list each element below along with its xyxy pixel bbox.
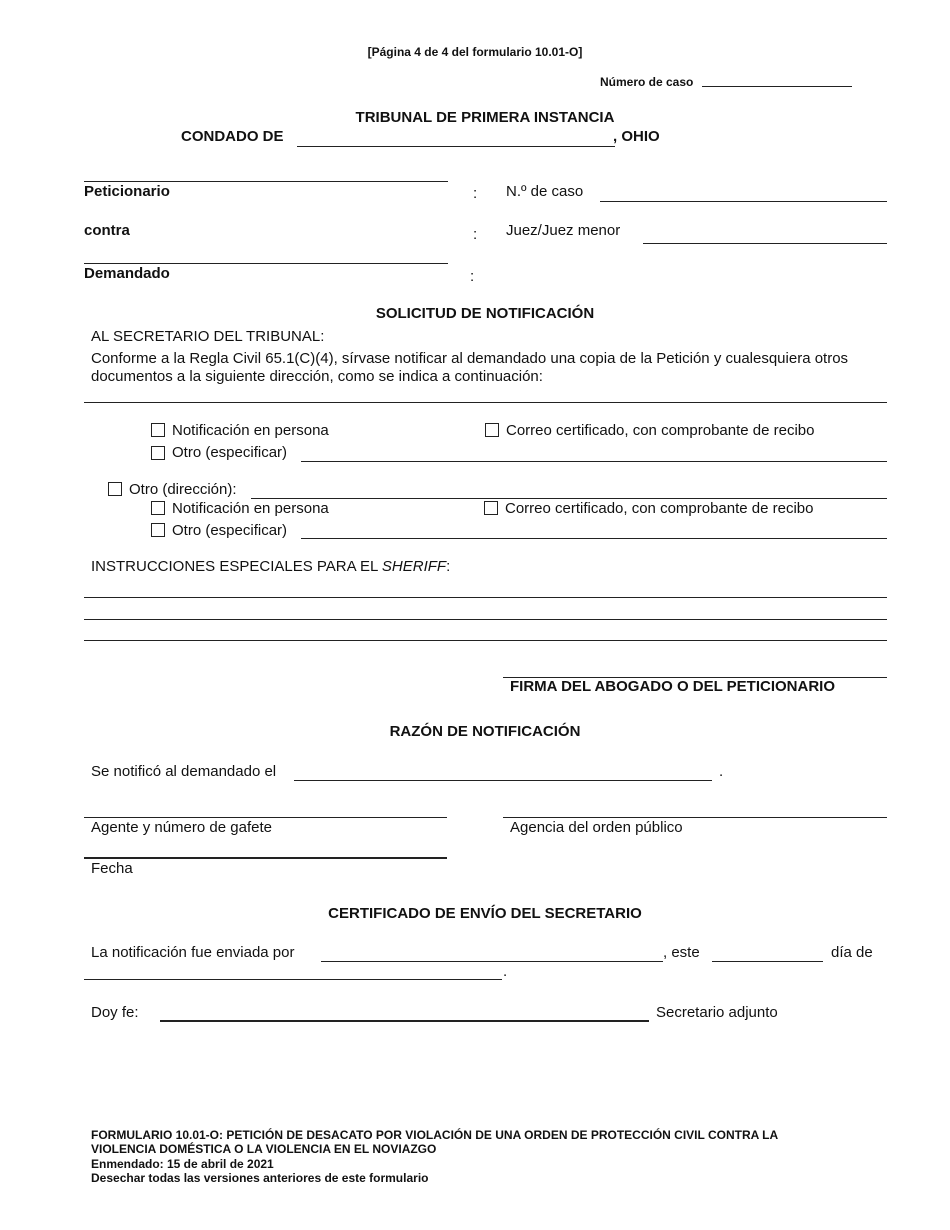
other-specify-checkbox-1[interactable] — [151, 446, 165, 460]
county-line[interactable] — [297, 146, 615, 147]
this-label: , este — [663, 944, 700, 961]
page-indicator-text: [Página 4 de 4 del formulario 10.01-O] — [367, 45, 583, 59]
footer-line-1: FORMULARIO 10.01-O: PETICIÓN DE DESACATO POR VIOLACIÓN DE UNA ORDEN DE PROTECCIÓN CIVIL CONTRA LA — [91, 1128, 779, 1142]
other-specify-label-1: Otro (especificar) — [172, 444, 288, 461]
other-specify-checkbox-2[interactable] — [151, 523, 165, 537]
served-period: . — [719, 763, 724, 780]
agency-label: Agencia del orden público — [510, 819, 683, 836]
month-period: . — [503, 963, 508, 980]
certified-mail-label-2: Correo certificado, con comprobante de recibo — [505, 500, 814, 517]
instructions-line-2[interactable] — [84, 619, 887, 620]
agent-line[interactable] — [84, 817, 447, 818]
served-date-line[interactable] — [294, 780, 712, 781]
request-title — [0, 305, 950, 323]
state-label: , OHIO — [613, 128, 660, 145]
day-line[interactable] — [712, 961, 823, 962]
caption-colon-2: : — [473, 226, 478, 243]
sheriff-suffix: : — [446, 558, 451, 575]
respondent-label: Demandado — [84, 265, 170, 282]
sheriff-prefix: INSTRUCCIONES ESPECIALES PARA EL — [91, 558, 382, 575]
certified-mail-label-1: Correo certificado, con comprobante de recibo — [506, 422, 815, 439]
instructions-line-3[interactable] — [84, 640, 887, 641]
deputy-label: Secretario adjunto — [656, 1004, 778, 1021]
page-indicator — [0, 45, 950, 59]
respondent-line[interactable] — [84, 263, 448, 264]
request-divider — [84, 402, 887, 403]
date-line[interactable] — [84, 857, 447, 859]
served-label: Se notificó al demandado el — [91, 763, 277, 780]
other-address-label: Otro (dirección): — [129, 481, 237, 498]
date-label: Fecha — [91, 860, 133, 877]
request-body: Conforme a la Regla Civil 65.1(C)(4), sírvase notificar al demandado una copia de la Petición y cualesquiera otros documentos a la siguiente dirección, como se indica a continuación: — [91, 350, 849, 385]
day-of-label: día de — [831, 944, 873, 961]
sheriff-instructions-label — [91, 558, 450, 576]
personal-service-checkbox-1[interactable] — [151, 423, 165, 437]
county-label: CONDADO DE — [181, 128, 284, 145]
footer-line-2: VIOLENCIA DOMÉSTICA O LA VIOLENCIA EN EL NOVIAZGO — [91, 1142, 437, 1157]
sent-by-line[interactable] — [321, 961, 663, 962]
request-title-text: SOLICITUD DE NOTIFICACIÓN — [375, 305, 595, 322]
court-title-text: TRIBUNAL DE PRIMERA INSTANCIA — [355, 109, 615, 126]
other-address-checkbox[interactable] — [108, 482, 122, 496]
certified-mail-checkbox-2[interactable] — [484, 501, 498, 515]
judge-line[interactable] — [643, 243, 887, 244]
clerk-cert-title — [0, 905, 950, 923]
personal-service-label-2: Notificación en persona — [172, 500, 329, 517]
personal-service-label-1: Notificación en persona — [172, 422, 329, 439]
to-clerk-label: AL SECRETARIO DEL TRIBUNAL: — [91, 328, 325, 345]
case-no-label: N.º de caso — [506, 183, 584, 200]
court-title — [0, 109, 950, 127]
return-title — [0, 723, 950, 741]
sheriff-word: SHERIFF — [381, 558, 447, 575]
case-number-label: Número de caso — [600, 75, 694, 89]
caption-colon-1: : — [473, 185, 478, 202]
footer-line-3: Enmendado: 15 de abril de 2021 — [91, 1156, 274, 1171]
other-specify-line-2[interactable] — [301, 538, 887, 539]
clerk-cert-title-text: CERTIFICADO DE ENVÍO DEL SECRETARIO — [328, 905, 642, 922]
agency-line[interactable] — [503, 817, 887, 818]
month-year-line[interactable] — [84, 979, 502, 980]
judge-label: Juez/Juez menor — [506, 222, 621, 239]
instructions-line-1[interactable] — [84, 597, 887, 598]
caption-colon-3: : — [470, 268, 475, 285]
other-specify-label-2: Otro (especificar) — [172, 522, 288, 539]
other-address-line[interactable] — [251, 498, 887, 499]
agent-label: Agente y número de gafete — [91, 819, 272, 836]
sent-by-label: La notificación fue enviada por — [91, 944, 295, 961]
form-footer — [91, 1128, 778, 1185]
attest-line[interactable] — [160, 1020, 649, 1022]
petitioner-label: Peticionario — [84, 183, 170, 200]
attest-label: Doy fe: — [91, 1004, 139, 1021]
footer-line-4: Desechar todas las versiones anteriores de este formulario — [91, 1170, 429, 1185]
other-specify-line-1[interactable] — [301, 461, 887, 462]
case-no-line[interactable] — [600, 201, 887, 202]
certified-mail-checkbox-1[interactable] — [485, 423, 499, 437]
versus-label: contra — [84, 222, 130, 239]
personal-service-checkbox-2[interactable] — [151, 501, 165, 515]
signature-label: FIRMA DEL ABOGADO O DEL PETICIONARIO — [510, 678, 836, 695]
return-title-text: RAZÓN DE NOTIFICACIÓN — [389, 723, 581, 740]
case-number-line[interactable] — [702, 86, 852, 87]
petitioner-line[interactable] — [84, 181, 448, 182]
